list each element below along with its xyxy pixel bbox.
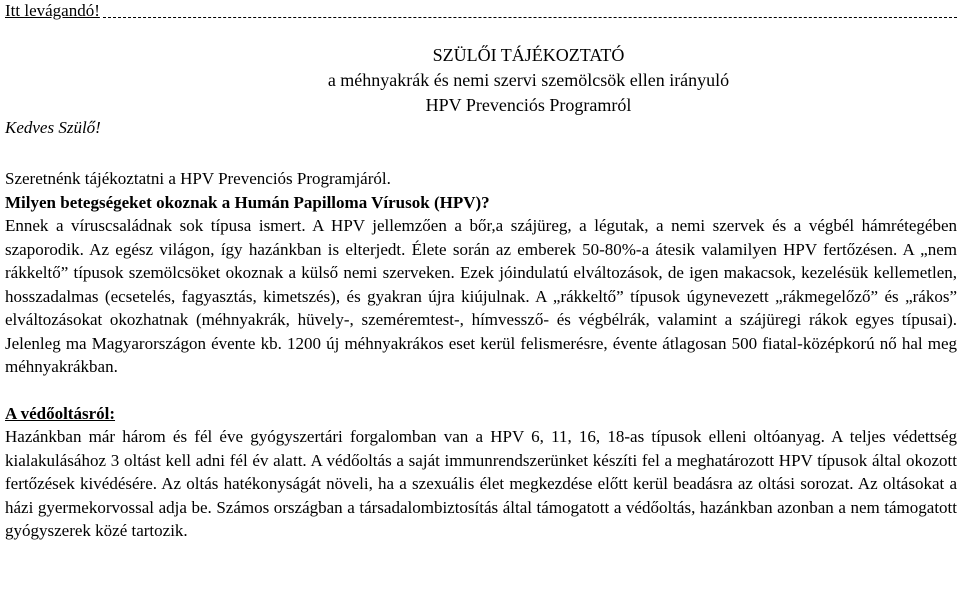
cut-here-label: Itt levágandó! — [5, 0, 100, 20]
vaccination-paragraph: Hazánkban már három és fél éve gyógyszertári forgalomban van a HPV 6, 11, 16, 18-as típusok elleni oltóanyag. A teljes védettség kialakulásához 3 oltást kell adni fél év alatt. A védőoltás a saját immunrendszerünket készíti fel a meghatározott HPV típusok által okozott fertőzések kivédésére. Az oltás hatékonyságát növeli, ha a szexuális élet megkezdése előtt kerül beadásra az oltási sorozat. Az oltásokat a házi gyermekorvossal adja be. Számos országban a társadalombiztosítás által támogatott a védőoltás, hazánkban azonban a nem támogatott gyógyszerek közé tartozik. — [5, 427, 957, 540]
intro-text: Szeretnénk tájékoztatni a HPV Prevenciós Programjáról. — [5, 169, 391, 188]
document-page — [5, 0, 957, 543]
salutation: Kedves Szülő! — [5, 118, 101, 137]
hpv-info-paragraph: Ennek a víruscsaládnak sok típusa ismert. A HPV jellemzően a bőr,a szájüreg, a légutak, a nemi szervek és a végbél hámrétegében szaporodik. Az egész világon, így hazánkban is elterjedt. Élete során az emberek 50-80%-a átesik valamilyen HPV fertőzésen. A „nem rákkeltő” típusok szemölcsöket okoznak a külső nemi szerveken. Ezek jóindulatú elváltozások, de igen makacsok, kezelésük kellemetlen, hosszadalmas (ecsetelés, fagyasztás, kimetszés), és gyakran újra kiújulnak. A „rákkeltő” típusok úgynevezett „rákmegelőző” és „rákos” elváltozásokat okozhatnak (méhnyakrák, hüvely-, szeméremtest-, hímvessző- és végbélrák, valamint a szájüregi rákok egyes típusai). Jelenleg ma Magyarországon évente kb. 1200 új méhnyakrákos eset kerül felismerésre, évente átlagosan 500 fiatal-középkorú nő hal meg méhnyakrákban. — [5, 216, 957, 376]
heading-subtitle: a méhnyakrák és nemi szervi szemölcsök ellen irányuló — [327, 70, 730, 90]
heading-program: HPV Prevenciós Programról — [425, 95, 632, 115]
vaccination-heading: A védőoltásról: — [5, 403, 116, 423]
document-heading — [5, 43, 957, 118]
spacer — [5, 379, 957, 402]
heading-title: SZÜLŐI TÁJÉKOZTATÓ — [432, 45, 625, 65]
dashed-cut-line — [103, 17, 957, 18]
question-heading: Milyen betegségeket okoznak a Humán Papilloma Vírusok (HPV)? — [5, 192, 490, 212]
cut-line — [5, 2, 957, 22]
